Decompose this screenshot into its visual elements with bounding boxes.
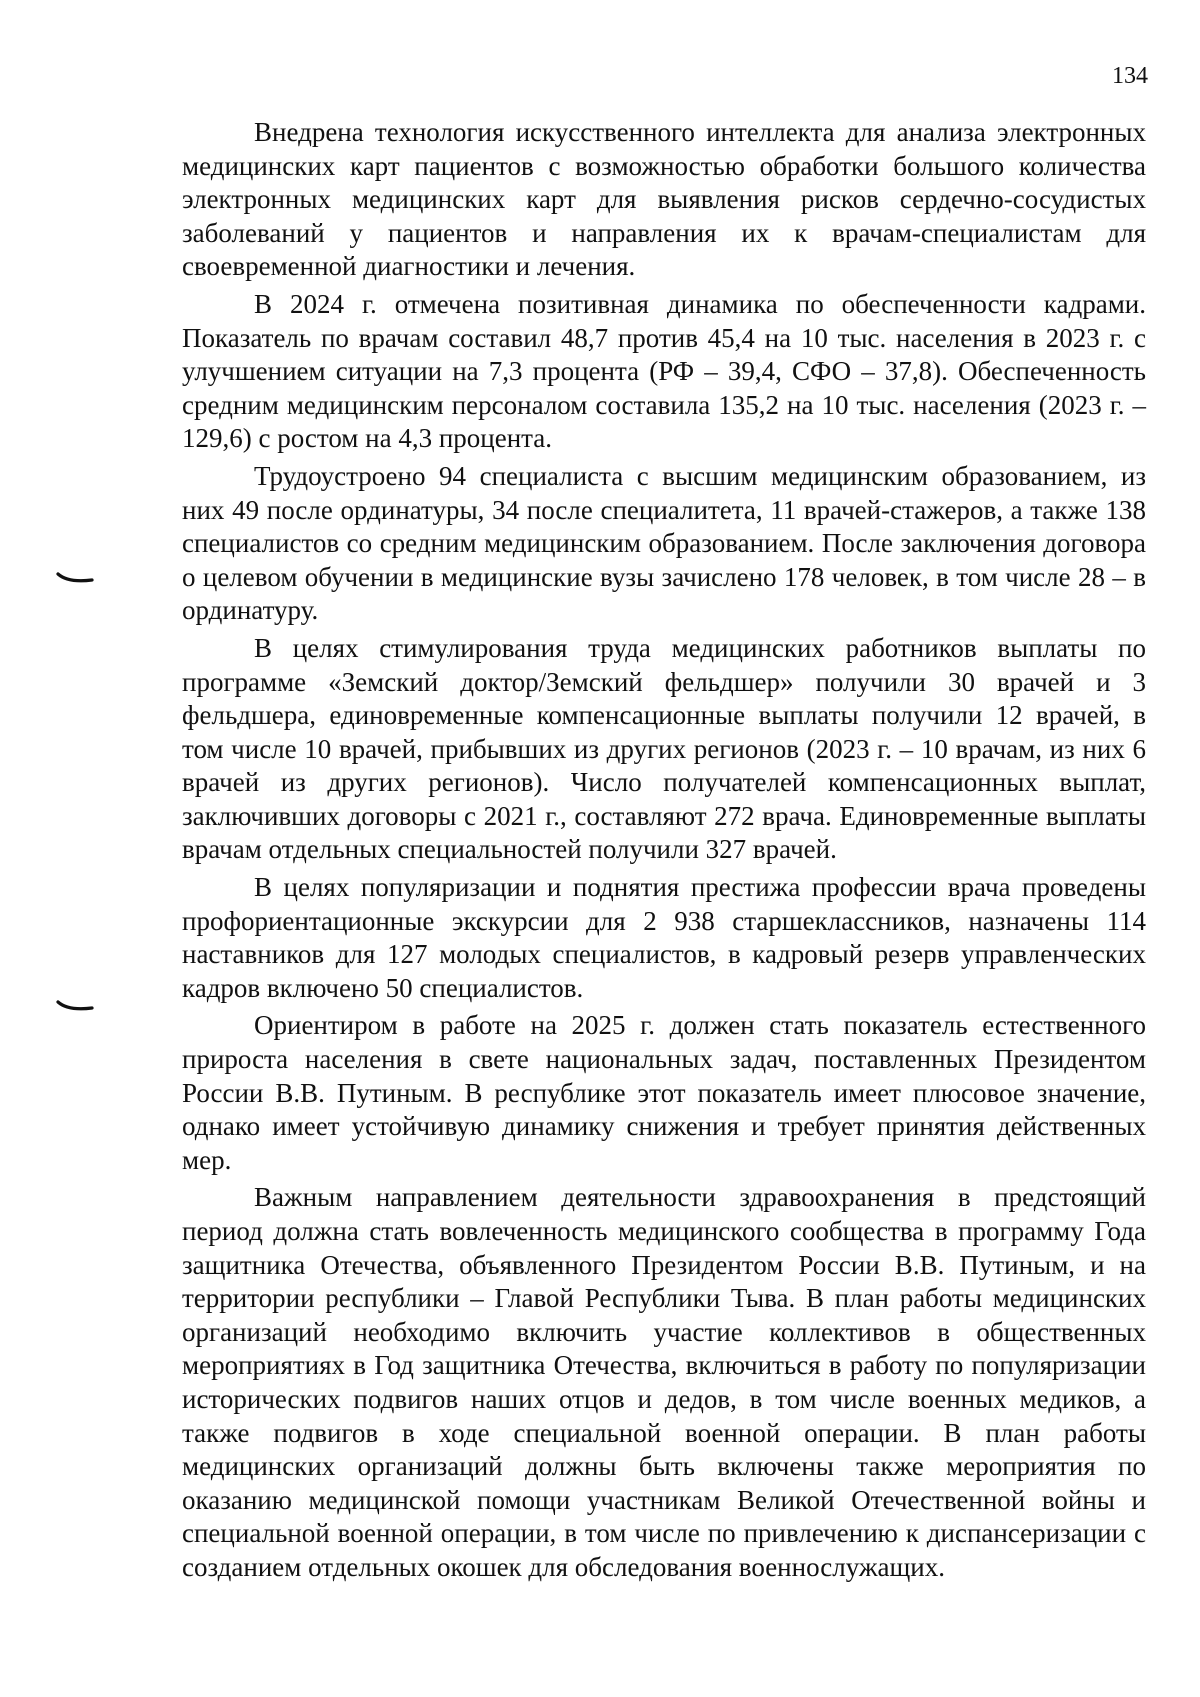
margin-check-mark-shape <box>56 572 94 584</box>
margin-check-mark <box>56 1000 94 1012</box>
paragraph-staffing-dynamics: В 2024 г. отмечена позитивная динамика по обеспеченности кадрами. Показатель по врачам составил 48,7 против 45,4 на 10 тыс. населения в 2023 г. с улучшением ситуации на 7,3 процента (РФ – 39,4, СФО – 37,8). Обеспеченность средним медицинским персоналом составила 135,2 на 10 тыс. населения (2023 г. – 129,6) с ростом на 4,3 процента. <box>182 288 1146 454</box>
document-body <box>182 116 1146 1589</box>
paragraph-defender-year: Важным направлением деятельности здравоохранения в предстоящий период должна стать вовлеченность медицинского сообщества в программу Года защитника Отечества, объявленного Президентом России В.В. Путиным, и на территории республики – Главой Республики Тыва. В план работы медицинских организаций необходимо включить участие коллективов в общественных мероприятиях в Год защитника Отечества, включиться в работу по популяризации исторических подвигов наших отцов и дедов, в том числе военных медиков, а также подвигов в ходе специальной военной операции. В план работы медицинских организаций должны быть включены также мероприятия по оказанию медицинской помощи участникам Великой Отечественной войны и специальной военной операции, в том числе по привлечению к диспансеризации с созданием отдельных окошек для обследования военнослужащих. <box>182 1182 1146 1582</box>
paragraph-incentive-payments: В целях стимулирования труда медицинских работников выплаты по программе «Земский доктор/Земский фельдшер» получили 30 врачей и 3 фельдшера, единовременные компенсационные выплаты получили 12 врачей, в том числе 10 врачей, прибывших из других регионов (2023 г. – 10 врачам, из них 6 врачей из других регионов). Число получателей компенсационных выплат, заключивших договоры с 2021 г., составляют 272 врача. Единовременные выплаты врачам отдельных специальностей получили 327 врачей. <box>182 632 1146 865</box>
margin-check-mark-shape <box>56 1000 94 1012</box>
paragraph-population-growth: Ориентиром в работе на 2025 г. должен стать показатель естественного прироста населения в свете национальных задач, поставленных Президентом России В.В. Путиным. В республике этот показатель имеет плюсовое значение, однако имеет устойчивую динамику снижения и требует принятия действенных мер. <box>182 1010 1146 1175</box>
paragraph-employment: Трудоустроено 94 специалиста с высшим медицинским образованием, из них 49 после ординатуры, 34 после специалитета, 11 врачей-стажеров, а также 138 специалистов со средним медицинским образованием. После заключения договора о целевом обучении в медицинские вузы зачислено 178 человек, в том числе 28 – в ординатуру. <box>182 460 1146 626</box>
page-number: 134 <box>1112 63 1148 89</box>
paragraph-career-guidance: В целях популяризации и поднятия престижа профессии врача проведены профориентационные экскурсии для 2 938 старшеклассников, назначены 114 наставников для 127 молодых специалистов, в кадровый резерв управленческих кадров включено 50 специалистов. <box>182 872 1146 1003</box>
paragraph-ai-technology: Внедрена технология искусственного интеллекта для анализа электронных медицинских карт пациентов с возможностью обработки большого количества электронных медицинских карт для выявления рисков сердечно-сосудистых заболеваний у пациентов и направления их к врачам-специалистам для своевременной диагностики и лечения. <box>182 117 1146 282</box>
margin-check-mark <box>56 572 94 584</box>
